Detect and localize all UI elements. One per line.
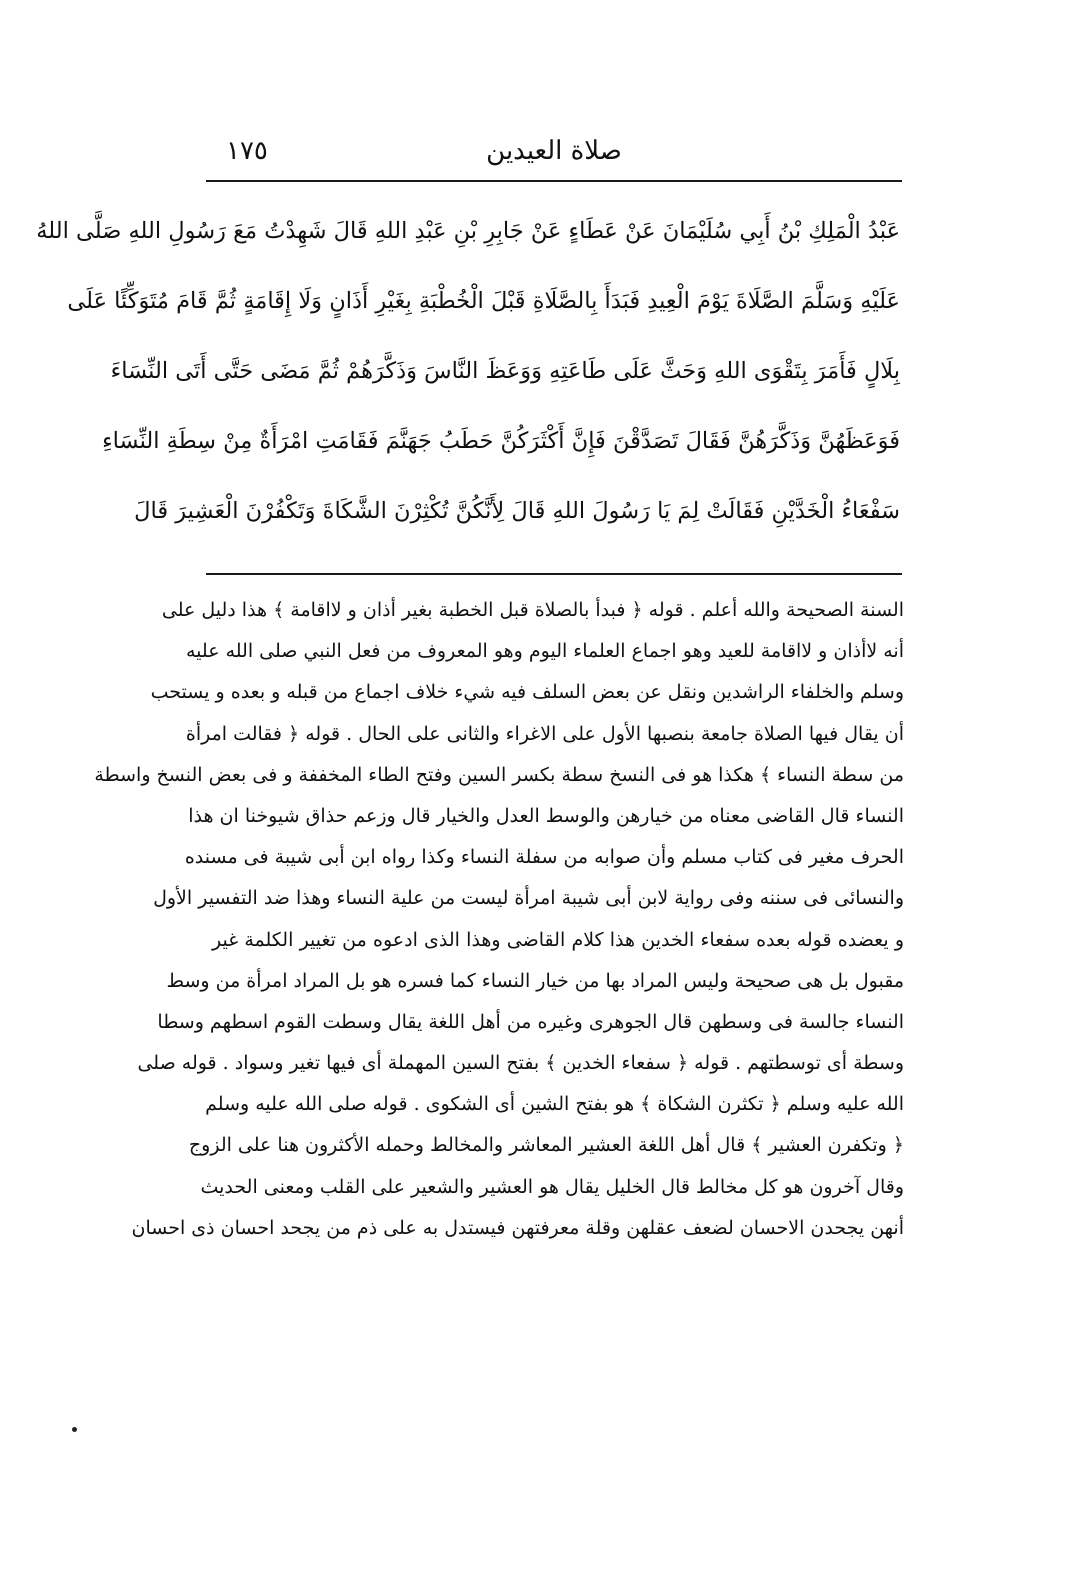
- page-number: ١٧٥: [226, 136, 268, 166]
- margin-mark: [72, 1427, 77, 1432]
- commentary-line: مقبول بل هى صحيحة وليس المراد بها من خيار النساء كما فسره هو بل المراد امرأة من وسط: [166, 969, 904, 992]
- commentary-line: وسلم والخلفاء الراشدين ونقل عن بعض السلف فيه شيء خلاف اجماع من قبله و بعده و يستحب: [150, 681, 904, 704]
- hadith-text: [36, 196, 900, 546]
- hadith-line: بِلَالٍ فَأَمَرَ بِتَقْوَى اللهِ وَحَثَّ عَلَى طَاعَتِهِ وَوَعَظَ النَّاسَ وَذَكَّرَهُمْ ثُمَّ مَضَى حَتَّى أَتَى النِّسَاءَ: [110, 358, 900, 384]
- commentary-line: السنة الصحيحة والله أعلم . قوله ﴿ فبدأ بالصلاة قبل الخطبة بغير أذان و لااقامة ﴾ هذا دليل على: [161, 599, 904, 621]
- commentary-line: و يعضده قوله بعده سفعاء الخدين هذا كلام القاضى وهذا الذى ادعوه من تغيير الكلمة غير: [212, 928, 904, 951]
- commentary-line: والنسائى فى سننه وفى رواية لابن أبى شيبة امرأة ليست من علية النساء وهذا ضد التفسير الأول: [153, 887, 904, 910]
- commentary-line: أن يقال فيها الصلاة جامعة بنصبها الأول على الاغراء والثانى على الحال . قوله ﴿ فقالت امرأة: [185, 722, 904, 745]
- commentary-line: أنه لاأذان و لااقامة للعيد وهو اجماع العلماء اليوم وهو المعروف من فعل النبي صلى الله عليه: [185, 640, 904, 663]
- commentary-text: [94, 590, 904, 1249]
- page-header: [206, 130, 902, 174]
- header-rule: [206, 180, 902, 182]
- commentary-line: من سطة النساء ﴾ هكذا هو فى النسخ سطة بكسر السين وفتح الطاء المخففة و فى بعض النسخ واسطة: [94, 763, 904, 786]
- chapter-title: صلاة العيدين: [486, 136, 622, 166]
- section-divider: [206, 573, 902, 575]
- hadith-line: فَوَعَظَهُنَّ وَذَكَّرَهُنَّ فَقَالَ تَصَدَّقْنَ فَإِنَّ أَكْثَرَكُنَّ حَطَبُ جَهَنَّمَ فَقَامَتِ امْرَأَةٌ مِنْ سِطَةِ النِّسَاءِ: [102, 428, 900, 454]
- commentary-line: الحرف مغير فى كتاب مسلم وأن صوابه من سفلة النساء وكذا رواه ابن أبى شيبة فى مسنده: [184, 846, 904, 869]
- commentary-line: وقال آخرون هو كل مخالط قال الخليل يقال هو العشير والشعير على القلب ومعنى الحديث: [200, 1175, 904, 1198]
- hadith-line: سَفْعَاءُ الْخَدَّيْنِ فَقَالَتْ لِمَ يَا رَسُولَ اللهِ قَالَ لِأَنَّكُنَّ تُكْثِرْنَ الشَّكَاةَ وَتَكْفُرْنَ الْعَشِيرَ قَالَ: [134, 498, 900, 524]
- commentary-line: أنهن يجحدن الاحسان لضعف عقلهن وقلة معرفتهن فيستدل به على ذم من يجحد احسان ذى احسان: [131, 1216, 904, 1239]
- hadith-line: عَبْدُ الْمَلِكِ بْنُ أَبِي سُلَيْمَانَ عَنْ عَطَاءٍ عَنْ جَابِرِ بْنِ عَبْدِ اللهِ قَالَ شَهِدْتُ مَعَ رَسُولِ اللهِ صَلَّى اللهُ: [36, 218, 900, 244]
- hadith-line: عَلَيْهِ وَسَلَّمَ الصَّلَاةَ يَوْمَ الْعِيدِ فَبَدَأَ بِالصَّلَاةِ قَبْلَ الْخُطْبَةِ بِغَيْرِ أَذَانٍ وَلَا إِقَامَةٍ ثُمَّ قَامَ مُتَوَكِّئًا عَلَى: [67, 288, 900, 314]
- commentary-line: وسطة أى توسطتهم . قوله ﴿ سفعاء الخدين ﴾ بفتح السين المهملة أى فيها تغير وسواد . قوله صلى: [137, 1052, 904, 1075]
- commentary-line: الله عليه وسلم ﴿ تكثرن الشكاة ﴾ هو بفتح الشين أى الشكوى . قوله صلى الله عليه وسلم: [205, 1093, 904, 1116]
- commentary-line: ﴿ وتكفرن العشير ﴾ قال أهل اللغة العشير المعاشر والمخالط وحمله الأكثرون هنا على الزوج: [188, 1134, 904, 1157]
- commentary-line: النساء جالسة فى وسطهن قال الجوهرى وغيره من أهل اللغة يقال وسطت القوم اسطهم وسطا: [157, 1010, 904, 1033]
- commentary-line: النساء قال القاضى معناه من خيارهن والوسط العدل والخيار قال وزعم حذاق شيوخنا ان هذا: [188, 804, 904, 827]
